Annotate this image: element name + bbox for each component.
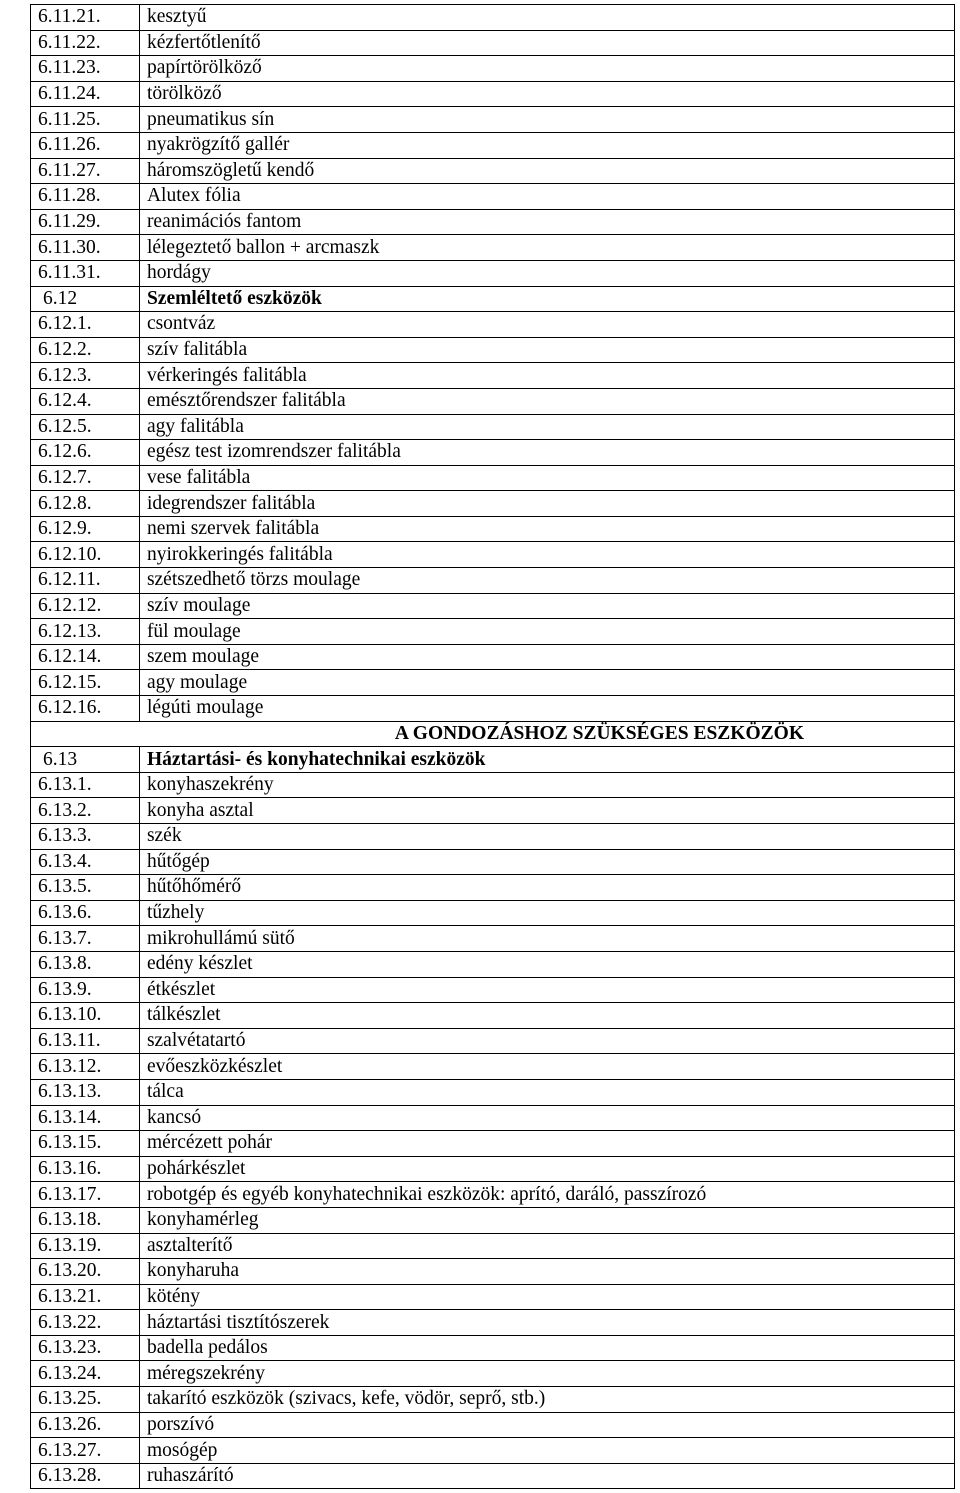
item-number: 6.12.15.	[31, 670, 140, 696]
table-row	[31, 337, 955, 363]
item-number: 6.12.5.	[31, 414, 140, 440]
item-number: 6.13.26.	[31, 1412, 140, 1438]
table-row	[31, 1335, 955, 1361]
table-row	[31, 875, 955, 901]
table-row	[31, 516, 955, 542]
item-number: 6.13.27.	[31, 1438, 140, 1464]
table-row	[31, 312, 955, 338]
item-name: nemi szervek falitábla	[139, 516, 954, 542]
item-name: ruhaszárító	[139, 1463, 954, 1489]
item-name: kötény	[139, 1284, 954, 1310]
item-number: 6.12.4.	[31, 388, 140, 414]
item-number: 6.11.22.	[31, 30, 140, 56]
item-name: papírtörölköző	[139, 56, 954, 82]
item-name: tálkészlet	[139, 1003, 954, 1029]
item-name: szalvétatartó	[139, 1028, 954, 1054]
item-name: asztalterítő	[139, 1233, 954, 1259]
item-name: kesztyű	[139, 5, 954, 31]
table-row	[31, 798, 955, 824]
item-name: fül moulage	[139, 619, 954, 645]
item-number: 6.12.2.	[31, 337, 140, 363]
table-row	[31, 107, 955, 133]
item-number: 6.13.23.	[31, 1335, 140, 1361]
table-row	[31, 900, 955, 926]
table-row	[31, 363, 955, 389]
table-row	[31, 184, 955, 210]
item-name: hűtőgép	[139, 849, 954, 875]
item-name: szív moulage	[139, 593, 954, 619]
item-number: 6.13.5.	[31, 875, 140, 901]
table-row	[31, 670, 955, 696]
table-row	[31, 209, 955, 235]
item-number: 6.11.26.	[31, 132, 140, 158]
item-name: reanimációs fantom	[139, 209, 954, 235]
item-name: tűzhely	[139, 900, 954, 926]
item-number: 6.13.17.	[31, 1182, 140, 1208]
item-name: mosógép	[139, 1438, 954, 1464]
item-name: egész test izomrendszer falitábla	[139, 440, 954, 466]
table-row	[31, 440, 955, 466]
item-number: 6.13.1.	[31, 772, 140, 798]
item-number: 6.12.9.	[31, 516, 140, 542]
equipment-table	[30, 4, 955, 1489]
item-number: 6.13.2.	[31, 798, 140, 824]
item-number: 6.12.3.	[31, 363, 140, 389]
equipment-table-body	[31, 5, 955, 1489]
item-number: 6.12.16.	[31, 696, 140, 722]
item-name: pneumatikus sín	[139, 107, 954, 133]
item-name: nyirokkeringés falitábla	[139, 542, 954, 568]
item-name: kézfertőtlenítő	[139, 30, 954, 56]
table-row	[31, 1003, 955, 1029]
item-number: 6.13.28.	[31, 1463, 140, 1489]
table-row	[31, 1387, 955, 1413]
table-row	[31, 1079, 955, 1105]
table-row	[31, 772, 955, 798]
item-number: 6.12.13.	[31, 619, 140, 645]
item-name: lélegeztető ballon + arcmaszk	[139, 235, 954, 261]
category-name: Szemléltető eszközök	[139, 286, 954, 312]
item-number: 6.12.11.	[31, 568, 140, 594]
item-name: vérkeringés falitábla	[139, 363, 954, 389]
item-number: 6.13.16.	[31, 1156, 140, 1182]
table-row	[31, 542, 955, 568]
item-name: szem moulage	[139, 644, 954, 670]
item-name: hordágy	[139, 260, 954, 286]
item-name: idegrendszer falitábla	[139, 491, 954, 517]
item-number: 6.13.3.	[31, 824, 140, 850]
table-row	[31, 5, 955, 31]
table-row	[31, 1463, 955, 1489]
table-row	[31, 132, 955, 158]
item-number: 6.13.8.	[31, 951, 140, 977]
table-row	[31, 849, 955, 875]
table-row	[31, 1156, 955, 1182]
item-number: 6.12.1.	[31, 312, 140, 338]
item-number: 6.11.27.	[31, 158, 140, 184]
item-name: méregszekrény	[139, 1361, 954, 1387]
table-row	[31, 81, 955, 107]
table-row	[31, 465, 955, 491]
table-row	[31, 696, 955, 722]
item-number: 6.11.30.	[31, 235, 140, 261]
item-name: mikrohullámú sütő	[139, 926, 954, 952]
item-number: 6.13.10.	[31, 1003, 140, 1029]
item-number: 6.11.25.	[31, 107, 140, 133]
item-number: 6.13.11.	[31, 1028, 140, 1054]
item-number: 6.13.21.	[31, 1284, 140, 1310]
item-number: 6.13.24.	[31, 1361, 140, 1387]
table-row	[31, 491, 955, 517]
table-row	[31, 260, 955, 286]
item-number: 6.12.6.	[31, 440, 140, 466]
item-number: 6.11.28.	[31, 184, 140, 210]
item-number: 6.13.20.	[31, 1259, 140, 1285]
item-number: 6.11.31.	[31, 260, 140, 286]
item-name: étkészlet	[139, 977, 954, 1003]
item-name: evőeszközkészlet	[139, 1054, 954, 1080]
item-name: háromszögletű kendő	[139, 158, 954, 184]
item-name: emésztőrendszer falitábla	[139, 388, 954, 414]
table-row	[31, 1054, 955, 1080]
table-row	[31, 235, 955, 261]
item-number: 6.12.14.	[31, 644, 140, 670]
table-row	[31, 824, 955, 850]
category-number: 6.12	[31, 286, 140, 312]
item-number: 6.11.24.	[31, 81, 140, 107]
table-row	[31, 1259, 955, 1285]
item-number: 6.13.25.	[31, 1387, 140, 1413]
item-number: 6.13.6.	[31, 900, 140, 926]
item-number: 6.12.7.	[31, 465, 140, 491]
table-row	[31, 414, 955, 440]
item-name: Alutex fólia	[139, 184, 954, 210]
item-name: kancsó	[139, 1105, 954, 1131]
item-number: 6.13.12.	[31, 1054, 140, 1080]
item-name: konyharuha	[139, 1259, 954, 1285]
table-row	[31, 158, 955, 184]
item-number: 6.12.8.	[31, 491, 140, 517]
category-name: Háztartási- és konyhatechnikai eszközök	[139, 747, 954, 773]
table-row	[31, 951, 955, 977]
item-name: badella pedálos	[139, 1335, 954, 1361]
item-name: vese falitábla	[139, 465, 954, 491]
table-row	[31, 1131, 955, 1157]
item-name: robotgép és egyéb konyhatechnikai eszközök: aprító, daráló, passzírozó	[139, 1182, 954, 1208]
table-row	[31, 568, 955, 594]
table-row	[31, 1361, 955, 1387]
item-name: hűtőhőmérő	[139, 875, 954, 901]
table-row	[31, 593, 955, 619]
item-name: takarító eszközök (szivacs, kefe, vödör, seprő, stb.)	[139, 1387, 954, 1413]
item-name: konyhamérleg	[139, 1207, 954, 1233]
item-name: pohárkészlet	[139, 1156, 954, 1182]
item-name: edény készlet	[139, 951, 954, 977]
item-number: 6.13.9.	[31, 977, 140, 1003]
table-row	[31, 926, 955, 952]
item-name: szív falitábla	[139, 337, 954, 363]
table-row	[31, 644, 955, 670]
item-name: konyhaszekrény	[139, 772, 954, 798]
item-name: légúti moulage	[139, 696, 954, 722]
section-title-row	[31, 721, 955, 747]
table-row	[31, 1310, 955, 1336]
table-row	[31, 56, 955, 82]
item-name: porszívó	[139, 1412, 954, 1438]
table-row	[31, 1284, 955, 1310]
category-row	[31, 747, 955, 773]
item-name: agy moulage	[139, 670, 954, 696]
item-name: törölköző	[139, 81, 954, 107]
item-number: 6.13.14.	[31, 1105, 140, 1131]
item-number: 6.13.22.	[31, 1310, 140, 1336]
table-row	[31, 977, 955, 1003]
item-name: szétszedhető törzs moulage	[139, 568, 954, 594]
item-number: 6.11.29.	[31, 209, 140, 235]
item-number: 6.13.4.	[31, 849, 140, 875]
item-name: háztartási tisztítószerek	[139, 1310, 954, 1336]
item-number: 6.11.21.	[31, 5, 140, 31]
table-row	[31, 619, 955, 645]
table-row	[31, 1207, 955, 1233]
table-row	[31, 1412, 955, 1438]
item-number: 6.12.10.	[31, 542, 140, 568]
item-name: mércézett pohár	[139, 1131, 954, 1157]
table-row	[31, 1182, 955, 1208]
item-number: 6.13.19.	[31, 1233, 140, 1259]
item-name: konyha asztal	[139, 798, 954, 824]
item-number: 6.13.18.	[31, 1207, 140, 1233]
item-number: 6.12.12.	[31, 593, 140, 619]
item-name: nyakrögzítő gallér	[139, 132, 954, 158]
table-row	[31, 1105, 955, 1131]
item-name: csontváz	[139, 312, 954, 338]
table-row	[31, 388, 955, 414]
item-number: 6.13.13.	[31, 1079, 140, 1105]
item-name: tálca	[139, 1079, 954, 1105]
item-number: 6.13.15.	[31, 1131, 140, 1157]
section-title: A GONDOZÁSHOZ SZÜKSÉGES ESZKÖZÖK	[31, 721, 955, 747]
item-number: 6.13.7.	[31, 926, 140, 952]
table-row	[31, 1028, 955, 1054]
table-row	[31, 1233, 955, 1259]
table-row	[31, 1438, 955, 1464]
category-row	[31, 286, 955, 312]
item-name: agy falitábla	[139, 414, 954, 440]
category-number: 6.13	[31, 747, 140, 773]
item-name: szék	[139, 824, 954, 850]
table-row	[31, 30, 955, 56]
item-number: 6.11.23.	[31, 56, 140, 82]
